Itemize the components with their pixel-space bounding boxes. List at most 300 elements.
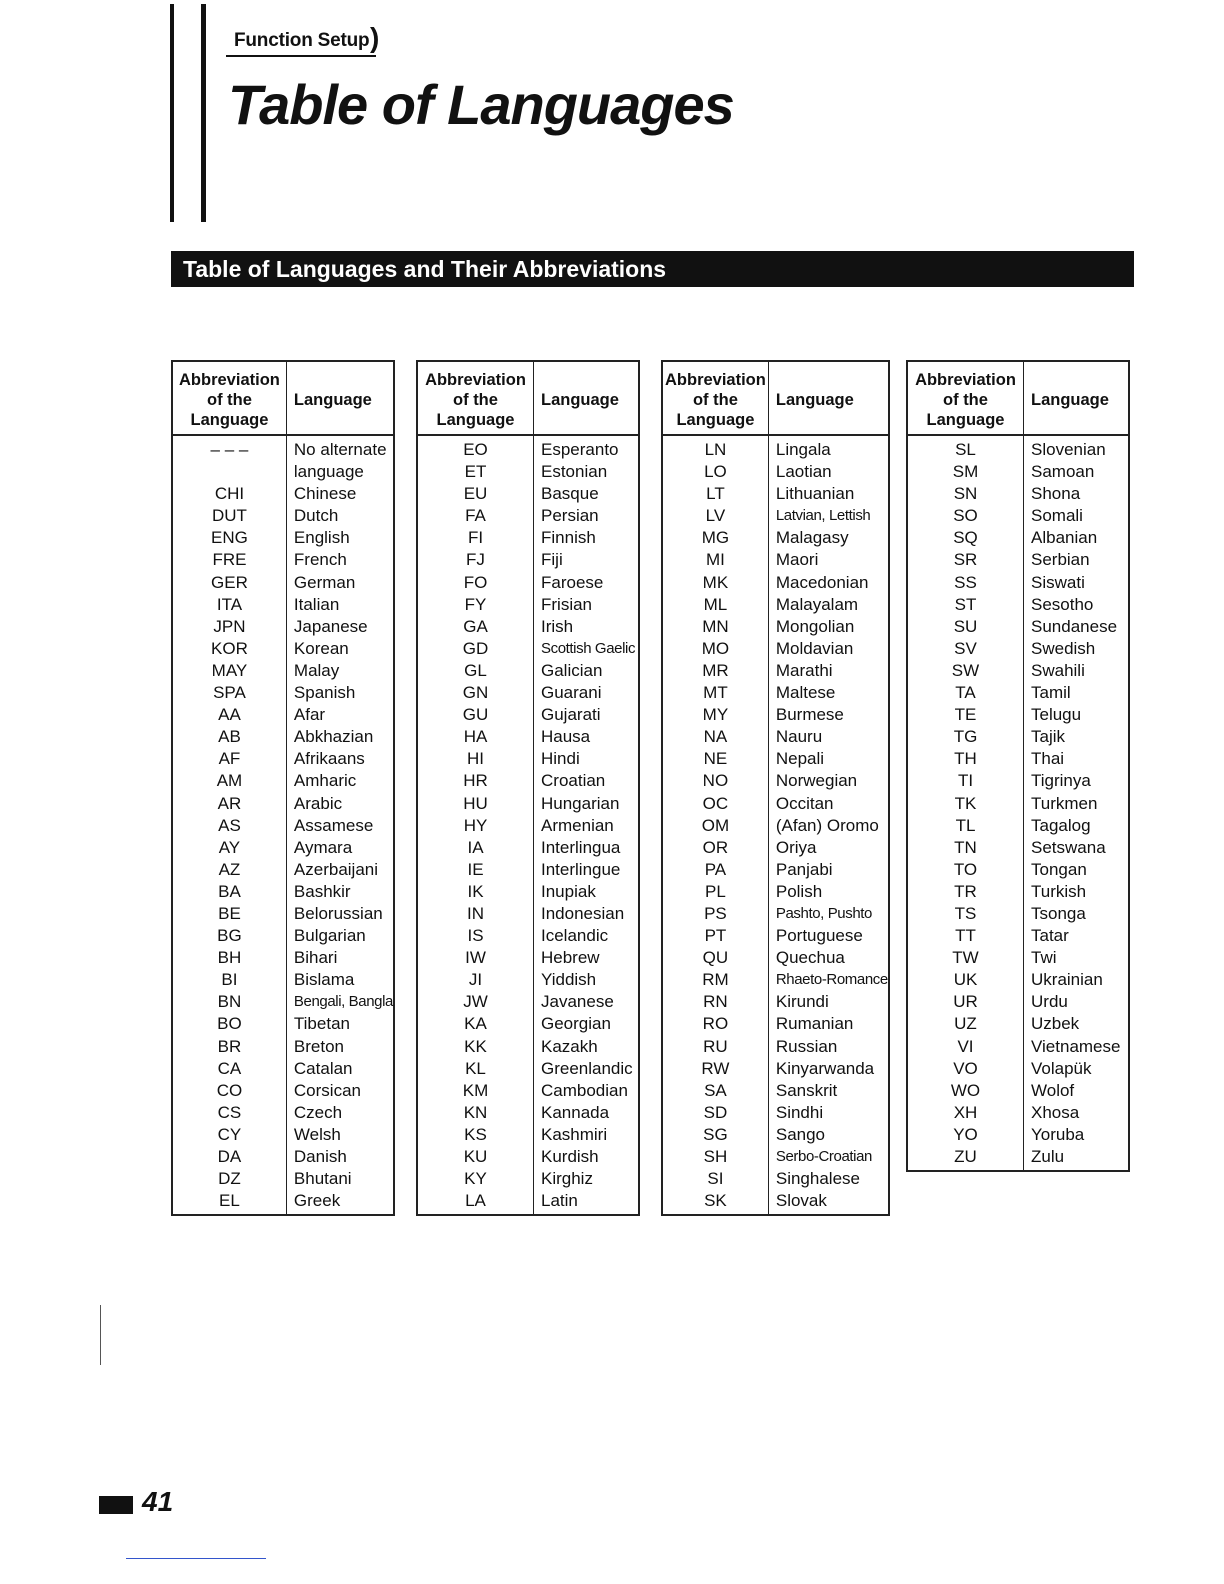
- table-row: [662, 704, 889, 726]
- abbreviation-cell: YO: [907, 1124, 1024, 1146]
- header-line: Language: [676, 411, 755, 429]
- table-row: [662, 903, 889, 925]
- abbreviation-cell: AB: [172, 726, 286, 748]
- header-line: Language: [926, 411, 1005, 429]
- abbreviation-cell: KN: [417, 1102, 534, 1124]
- table-row: [172, 925, 394, 947]
- table-row: [417, 770, 639, 792]
- abbreviation-cell: TL: [907, 815, 1024, 837]
- table-row: [172, 572, 394, 594]
- language-cell: Gujarati: [541, 705, 601, 725]
- table-row: [172, 1102, 394, 1124]
- table-row: [907, 748, 1129, 770]
- abbreviation-cell: CO: [172, 1080, 286, 1102]
- language-cell: Twi: [1031, 948, 1057, 968]
- abbreviation-cell: BH: [172, 947, 286, 969]
- abbreviation-cell: HY: [417, 815, 534, 837]
- table-row: [907, 461, 1129, 483]
- table-row: [662, 925, 889, 947]
- table-row: [662, 969, 889, 991]
- language-cell: Macedonian: [775, 572, 869, 592]
- abbreviation-cell: JPN: [172, 616, 286, 638]
- language-cell: Chinese: [293, 484, 357, 504]
- language-cell: Rhaeto-Romance: [775, 971, 888, 989]
- table-row: [417, 704, 639, 726]
- page-title: Table of Languages: [228, 73, 734, 136]
- header-line: of the: [206, 391, 252, 409]
- table-row: [662, 1102, 889, 1124]
- abbreviation-cell: RU: [662, 1036, 768, 1058]
- table-row: [907, 881, 1129, 903]
- abbreviation-cell: SL: [907, 435, 1024, 461]
- table-row: [907, 815, 1129, 837]
- abbreviation-cell: GA: [417, 616, 534, 638]
- language-cell: Korean: [293, 638, 349, 658]
- language-cell: Indonesian: [541, 903, 625, 923]
- language-cell: Occitan: [775, 793, 834, 813]
- language-cell: Xhosa: [1031, 1102, 1080, 1122]
- table-row: [172, 1058, 394, 1080]
- abbreviation-cell: GER: [172, 572, 286, 594]
- language-cell: Bhutani: [293, 1169, 352, 1189]
- language-cell: Maori: [775, 550, 819, 570]
- language-cell: Kirundi: [775, 992, 829, 1012]
- table-row: [417, 638, 639, 660]
- table-row: [172, 770, 394, 792]
- header-line: Language: [436, 411, 515, 429]
- abbreviation-cell: SH: [662, 1146, 768, 1168]
- language-column-header: Language: [286, 361, 394, 435]
- language-cell: Azerbaijani: [293, 859, 379, 879]
- margin-rule: [100, 1305, 101, 1365]
- table-row: [417, 616, 639, 638]
- language-cell: Urdu: [1031, 992, 1068, 1012]
- table-row: [662, 616, 889, 638]
- table-row: [907, 549, 1129, 571]
- abbreviation-cell: CA: [172, 1058, 286, 1080]
- language-cell: Javanese: [541, 992, 614, 1012]
- table-row: [907, 1146, 1129, 1171]
- abbreviation-cell: EO: [417, 435, 534, 461]
- language-cell: Bulgarian: [293, 926, 366, 946]
- abbreviation-column-header: [172, 361, 286, 435]
- language-cell: Serbo-Croatian: [775, 1148, 872, 1165]
- language-cell: Tamil: [1031, 683, 1071, 703]
- abbreviation-cell: HR: [417, 770, 534, 792]
- language-cell: Fiji: [541, 550, 563, 570]
- table-row: [662, 505, 889, 527]
- table-row: [907, 616, 1129, 638]
- section-label-bracket: ): [370, 22, 380, 53]
- language-cell: Frisian: [541, 594, 593, 614]
- table-row: [907, 483, 1129, 505]
- abbreviation-cell: TI: [907, 770, 1024, 792]
- language-cell: Serbian: [1031, 550, 1090, 570]
- abbreviation-cell: FO: [417, 572, 534, 594]
- language-cell: Marathi: [775, 660, 833, 680]
- abbreviation-cell: JI: [417, 969, 534, 991]
- abbreviation-cell: HI: [417, 748, 534, 770]
- table-row: [172, 1146, 394, 1168]
- abbreviation-cell: AY: [172, 837, 286, 859]
- language-cell: Maltese: [775, 683, 836, 703]
- abbreviation-cell: RN: [662, 991, 768, 1013]
- language-cell: language: [293, 462, 364, 482]
- language-cell: Kazakh: [541, 1036, 598, 1056]
- abbreviation-cell: FRE: [172, 549, 286, 571]
- language-cell: Moldavian: [775, 638, 854, 658]
- abbreviation-cell: AS: [172, 815, 286, 837]
- language-cell: Turkmen: [1031, 793, 1098, 813]
- table-row: [662, 572, 889, 594]
- abbreviation-cell: – – –: [172, 435, 286, 461]
- abbreviation-cell: EL: [172, 1190, 286, 1215]
- abbreviation-cell: MG: [662, 527, 768, 549]
- table-row: [662, 1036, 889, 1058]
- table-row: [662, 1146, 889, 1168]
- table-row: [172, 638, 394, 660]
- language-cell: Inupiak: [541, 881, 596, 901]
- language-cell: Tongan: [1031, 859, 1087, 879]
- table-row: [172, 947, 394, 969]
- table-row: [662, 1080, 889, 1102]
- abbreviation-cell: TH: [907, 748, 1024, 770]
- language-cell: Afar: [293, 705, 326, 725]
- table-row: [907, 638, 1129, 660]
- abbreviation-cell: DZ: [172, 1168, 286, 1190]
- table-row: [172, 1124, 394, 1146]
- table-row: [907, 682, 1129, 704]
- page-number-marker: [99, 1496, 133, 1514]
- table-row: [662, 638, 889, 660]
- language-cell: Interlingua: [541, 837, 621, 857]
- table-row: [662, 991, 889, 1013]
- language-table-3: [661, 360, 890, 1216]
- table-row: [417, 1168, 639, 1190]
- language-cell: (Afan) Oromo: [775, 815, 879, 835]
- language-cell: Burmese: [775, 705, 844, 725]
- language-table-1: [171, 360, 395, 1216]
- language-cell: Spanish: [293, 683, 356, 703]
- abbreviation-cell: LV: [662, 505, 768, 527]
- table-row: [662, 660, 889, 682]
- abbreviation-cell: SO: [907, 505, 1024, 527]
- footer-rule: [126, 1558, 266, 1559]
- language-cell: Hindi: [541, 749, 580, 769]
- language-cell: Malayalam: [775, 594, 859, 614]
- language-cell: Italian: [293, 594, 340, 614]
- abbreviation-cell: SI: [662, 1168, 768, 1190]
- abbreviation-cell: AZ: [172, 859, 286, 881]
- language-cell: Somali: [1031, 506, 1083, 526]
- table-row: [417, 991, 639, 1013]
- abbreviation-cell: IA: [417, 837, 534, 859]
- table-header-row: [172, 361, 394, 435]
- table-row: [907, 527, 1129, 549]
- header-line: Abbreviation: [665, 371, 766, 389]
- abbreviation-cell: KL: [417, 1058, 534, 1080]
- language-cell: Setswana: [1031, 837, 1106, 857]
- abbreviation-cell: MT: [662, 682, 768, 704]
- language-cell: Breton: [293, 1036, 344, 1056]
- abbreviation-cell: HU: [417, 793, 534, 815]
- language-cell: Slovenian: [1031, 440, 1106, 459]
- table-row: [417, 1058, 639, 1080]
- section-banner: [171, 251, 1134, 287]
- abbreviation-cell: TW: [907, 947, 1024, 969]
- table-row: [907, 837, 1129, 859]
- abbreviation-cell: IS: [417, 925, 534, 947]
- abbreviation-cell: BR: [172, 1036, 286, 1058]
- language-cell: Estonian: [541, 462, 608, 482]
- table-row: [172, 969, 394, 991]
- table-row: [172, 660, 394, 682]
- table-row: [172, 991, 394, 1013]
- abbreviation-cell: KU: [417, 1146, 534, 1168]
- language-cell: Sanskrit: [775, 1080, 838, 1100]
- table-row: [172, 881, 394, 903]
- table-row: [417, 1036, 639, 1058]
- abbreviation-cell: SW: [907, 660, 1024, 682]
- table-row: [662, 726, 889, 748]
- table-row: [907, 1013, 1129, 1035]
- language-cell: Wolof: [1031, 1080, 1075, 1100]
- table-row: [662, 881, 889, 903]
- table-row: [662, 527, 889, 549]
- abbreviation-cell: SD: [662, 1102, 768, 1124]
- language-cell: Polish: [775, 881, 823, 901]
- language-cell: Laotian: [775, 462, 832, 482]
- language-cell: Croatian: [541, 771, 606, 791]
- table-row: [417, 527, 639, 549]
- table-row: [172, 859, 394, 881]
- table-row: [417, 793, 639, 815]
- table-row: [907, 704, 1129, 726]
- abbreviation-cell: RO: [662, 1013, 768, 1035]
- abbreviation-cell: IE: [417, 859, 534, 881]
- language-cell: Latin: [541, 1191, 578, 1211]
- language-cell: Danish: [293, 1147, 347, 1166]
- abbreviation-cell: SK: [662, 1190, 768, 1215]
- abbreviation-cell: MK: [662, 572, 768, 594]
- abbreviation-cell: MI: [662, 549, 768, 571]
- abbreviation-cell: KY: [417, 1168, 534, 1190]
- table-row: [172, 505, 394, 527]
- abbreviation-cell: CY: [172, 1124, 286, 1146]
- language-cell: Persian: [541, 506, 599, 526]
- abbreviation-cell: CS: [172, 1102, 286, 1124]
- table-row: [662, 793, 889, 815]
- table-row: [172, 549, 394, 571]
- table-row: [172, 837, 394, 859]
- language-cell: Afrikaans: [293, 749, 365, 769]
- abbreviation-cell: DUT: [172, 505, 286, 527]
- abbreviation-cell: GN: [417, 682, 534, 704]
- language-cell: Slovak: [775, 1191, 827, 1211]
- abbreviation-cell: AM: [172, 770, 286, 792]
- abbreviation-cell: IN: [417, 903, 534, 925]
- table-row: [907, 505, 1129, 527]
- table-row: [662, 837, 889, 859]
- abbreviation-cell: PT: [662, 925, 768, 947]
- abbreviation-cell: ML: [662, 594, 768, 616]
- abbreviation-cell: RM: [662, 969, 768, 991]
- abbreviation-cell: LO: [662, 461, 768, 483]
- table-row: [662, 682, 889, 704]
- abbreviation-cell: TG: [907, 726, 1024, 748]
- table-row: [417, 483, 639, 505]
- language-cell: Belorussian: [293, 903, 383, 923]
- table-header-row: [907, 361, 1129, 435]
- abbreviation-cell: SM: [907, 461, 1024, 483]
- table-row: [662, 770, 889, 792]
- language-cell: Nepali: [775, 749, 825, 769]
- table-row: [662, 435, 889, 461]
- abbreviation-cell: SA: [662, 1080, 768, 1102]
- language-cell: Zulu: [1031, 1147, 1065, 1166]
- language-cell: Hebrew: [541, 948, 600, 968]
- table-row: [417, 859, 639, 881]
- language-cell: Volapük: [1031, 1058, 1092, 1078]
- language-cell: Yiddish: [541, 970, 597, 990]
- abbreviation-cell: WO: [907, 1080, 1024, 1102]
- abbreviation-cell: ENG: [172, 527, 286, 549]
- abbreviation-cell: [172, 461, 286, 483]
- language-cell: Yoruba: [1031, 1124, 1085, 1144]
- table-row: [417, 837, 639, 859]
- abbreviation-cell: TR: [907, 881, 1024, 903]
- table-row: [417, 748, 639, 770]
- table-row: [172, 1190, 394, 1215]
- section-label-underline: [226, 55, 376, 57]
- table-header-row: [417, 361, 639, 435]
- table-row: [417, 660, 639, 682]
- table-row: [662, 859, 889, 881]
- table-row: [907, 726, 1129, 748]
- language-cell: Shona: [1031, 484, 1081, 504]
- abbreviation-cell: KK: [417, 1036, 534, 1058]
- language-column-header: Language: [768, 361, 888, 435]
- table-row: [907, 1124, 1129, 1146]
- table-row: [417, 1102, 639, 1124]
- language-cell: Kannada: [541, 1102, 610, 1122]
- abbreviation-cell: SU: [907, 616, 1024, 638]
- table-row: [172, 704, 394, 726]
- abbreviation-cell: IK: [417, 881, 534, 903]
- table-row: [417, 881, 639, 903]
- abbreviation-cell: QU: [662, 947, 768, 969]
- language-cell: Welsh: [293, 1124, 341, 1144]
- table-row: [662, 1058, 889, 1080]
- left-margin-bar-outer: [170, 4, 174, 222]
- table-row: [907, 903, 1129, 925]
- table-row: [662, 1013, 889, 1035]
- abbreviation-cell: KM: [417, 1080, 534, 1102]
- language-cell: Finnish: [541, 528, 596, 548]
- language-cell: Sango: [775, 1124, 826, 1144]
- language-cell: Assamese: [293, 815, 374, 835]
- table-row: [907, 859, 1129, 881]
- language-cell: Malay: [293, 660, 340, 680]
- language-cell: No alternate: [293, 440, 387, 459]
- abbreviation-cell: BN: [172, 991, 286, 1013]
- language-cell: Mongolian: [775, 616, 855, 636]
- table-row: [907, 660, 1129, 682]
- language-cell: Albanian: [1031, 528, 1098, 548]
- table-row: [417, 925, 639, 947]
- abbreviation-cell: BE: [172, 903, 286, 925]
- table-row: [907, 572, 1129, 594]
- table-row: [662, 1168, 889, 1190]
- abbreviation-cell: FI: [417, 527, 534, 549]
- table-row: [172, 527, 394, 549]
- language-cell: Catalan: [293, 1058, 353, 1078]
- abbreviation-cell: GU: [417, 704, 534, 726]
- abbreviation-column-header: [907, 361, 1024, 435]
- language-cell: Bashkir: [293, 881, 351, 901]
- abbreviation-cell: SG: [662, 1124, 768, 1146]
- table-row: [907, 1080, 1129, 1102]
- left-margin-bar-inner: [201, 4, 206, 222]
- abbreviation-cell: OM: [662, 815, 768, 837]
- table-row: [417, 1146, 639, 1168]
- language-cell: Armenian: [541, 815, 614, 835]
- language-table-4: [906, 360, 1130, 1172]
- abbreviation-cell: TA: [907, 682, 1024, 704]
- language-cell: Rumanian: [775, 1014, 854, 1034]
- table-row: [907, 1102, 1129, 1124]
- abbreviation-cell: KS: [417, 1124, 534, 1146]
- language-cell: Dutch: [293, 506, 339, 526]
- language-cell: Kinyarwanda: [775, 1058, 875, 1078]
- table-row: [172, 793, 394, 815]
- abbreviation-cell: UR: [907, 991, 1024, 1013]
- abbreviation-cell: FJ: [417, 549, 534, 571]
- abbreviation-cell: LT: [662, 483, 768, 505]
- table-header-row: [662, 361, 889, 435]
- abbreviation-cell: ITA: [172, 594, 286, 616]
- table-row: [417, 435, 639, 461]
- abbreviation-cell: MR: [662, 660, 768, 682]
- table-row: [172, 1080, 394, 1102]
- abbreviation-cell: KOR: [172, 638, 286, 660]
- language-cell: Scottish Gaelic: [541, 639, 636, 657]
- abbreviation-cell: SR: [907, 549, 1024, 571]
- abbreviation-cell: TT: [907, 925, 1024, 947]
- table-row: [172, 682, 394, 704]
- abbreviation-cell: LN: [662, 435, 768, 461]
- abbreviation-cell: AA: [172, 704, 286, 726]
- table-row: [417, 1190, 639, 1215]
- language-cell: Guarani: [541, 683, 602, 703]
- table-row: [417, 594, 639, 616]
- table-row: [662, 1124, 889, 1146]
- abbreviation-cell: EU: [417, 483, 534, 505]
- table-row: [417, 461, 639, 483]
- language-cell: English: [293, 528, 350, 548]
- abbreviation-cell: KA: [417, 1013, 534, 1035]
- language-cell: Georgian: [541, 1014, 611, 1034]
- abbreviation-cell: OR: [662, 837, 768, 859]
- language-cell: French: [293, 550, 347, 570]
- language-cell: Panjabi: [775, 859, 833, 879]
- language-cell: Telugu: [1031, 705, 1082, 725]
- language-cell: Tigrinya: [1031, 771, 1091, 791]
- header-line: Abbreviation: [425, 371, 526, 389]
- language-cell: Irish: [541, 616, 574, 636]
- language-cell: Japanese: [293, 616, 368, 636]
- abbreviation-cell: GL: [417, 660, 534, 682]
